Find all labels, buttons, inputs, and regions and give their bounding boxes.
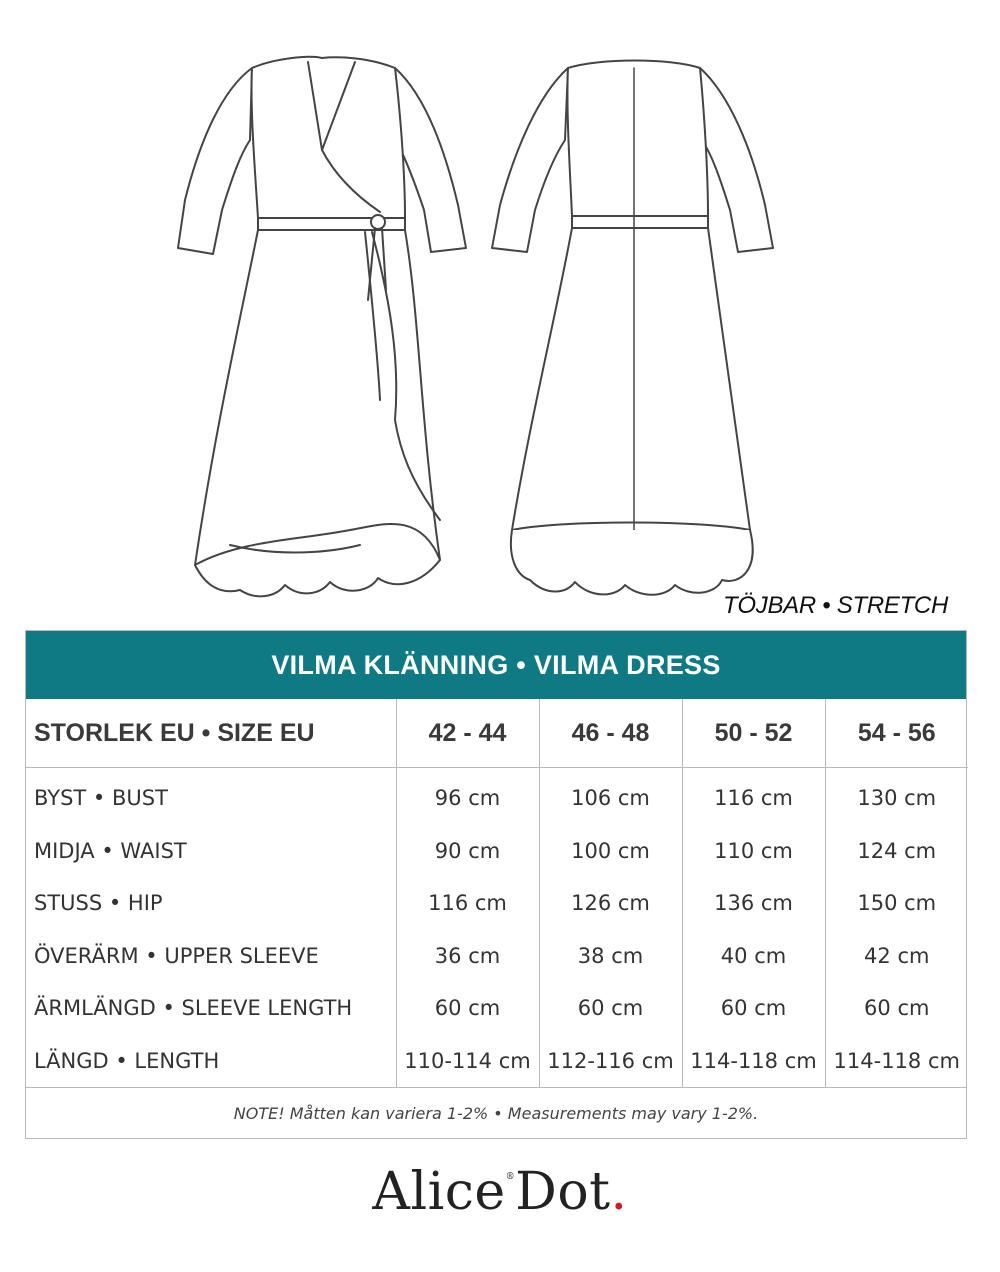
row-label: MIDJA • WAIST bbox=[34, 838, 187, 863]
table-cell: 126 cm bbox=[539, 877, 682, 930]
table-cell: 36 cm bbox=[396, 930, 539, 983]
row-label: ÄRMLÄNGD • SLEEVE LENGTH bbox=[34, 996, 353, 1021]
size-header-cell: 50 - 52 bbox=[682, 699, 825, 768]
measurement-note: NOTE! Måtten kan variera 1-2% • Measurements may vary 1-2%. bbox=[26, 1087, 966, 1138]
table-row bbox=[26, 877, 968, 930]
logo-red-dot: . bbox=[610, 1162, 628, 1222]
table-cell: 114-118 cm bbox=[825, 1035, 968, 1088]
table-cell: 38 cm bbox=[539, 930, 682, 983]
size-header-cell: 42 - 44 bbox=[396, 699, 539, 768]
table-cell: 124 cm bbox=[825, 825, 968, 878]
stretch-label: TÖJBAR • STRETCH bbox=[723, 592, 948, 619]
table-title: VILMA KLÄNNING • VILMA DRESS bbox=[26, 631, 966, 699]
table-row bbox=[26, 825, 968, 878]
table-cell: 136 cm bbox=[682, 877, 825, 930]
size-header-label: STORLEK EU • SIZE EU bbox=[26, 699, 396, 768]
table-cell: 90 cm bbox=[396, 825, 539, 878]
table-header-row bbox=[26, 699, 968, 768]
size-header-cell: 46 - 48 bbox=[539, 699, 682, 768]
table-cell: 110 cm bbox=[682, 825, 825, 878]
table-cell: 60 cm bbox=[539, 982, 682, 1035]
size-header-cell: 54 - 56 bbox=[825, 699, 968, 768]
table-cell: 60 cm bbox=[396, 982, 539, 1035]
row-label: BYST • BUST bbox=[34, 786, 168, 811]
brand-logo bbox=[0, 1162, 1000, 1222]
table-cell: 130 cm bbox=[825, 768, 968, 825]
dress-back-view bbox=[492, 61, 773, 595]
dress-front-view bbox=[178, 57, 466, 596]
table-cell: 60 cm bbox=[825, 982, 968, 1035]
logo-registered-mark: ® bbox=[505, 1172, 516, 1182]
table-row bbox=[26, 1035, 968, 1088]
table-row bbox=[26, 982, 968, 1035]
table-cell: 112-116 cm bbox=[539, 1035, 682, 1088]
table-cell: 116 cm bbox=[396, 877, 539, 930]
dress-technical-drawing bbox=[0, 0, 1000, 600]
table-row bbox=[26, 930, 968, 983]
table-cell: 42 cm bbox=[825, 930, 968, 983]
row-label: LÄNGD • LENGTH bbox=[34, 1048, 220, 1073]
table-cell: 100 cm bbox=[539, 825, 682, 878]
table-cell: 60 cm bbox=[682, 982, 825, 1035]
table-cell: 106 cm bbox=[539, 768, 682, 825]
logo-text-alice: Alice bbox=[372, 1162, 506, 1222]
row-label: STUSS • HIP bbox=[34, 891, 163, 916]
table-row bbox=[26, 768, 968, 825]
table-cell: 110-114 cm bbox=[396, 1035, 539, 1088]
row-label: ÖVERÄRM • UPPER SLEEVE bbox=[34, 943, 319, 968]
table-cell: 40 cm bbox=[682, 930, 825, 983]
size-chart-table bbox=[25, 630, 967, 1139]
table-cell: 116 cm bbox=[682, 768, 825, 825]
table-cell: 150 cm bbox=[825, 877, 968, 930]
logo-text-dot: Dot bbox=[515, 1162, 611, 1222]
table-cell: 114-118 cm bbox=[682, 1035, 825, 1088]
table-cell: 96 cm bbox=[396, 768, 539, 825]
